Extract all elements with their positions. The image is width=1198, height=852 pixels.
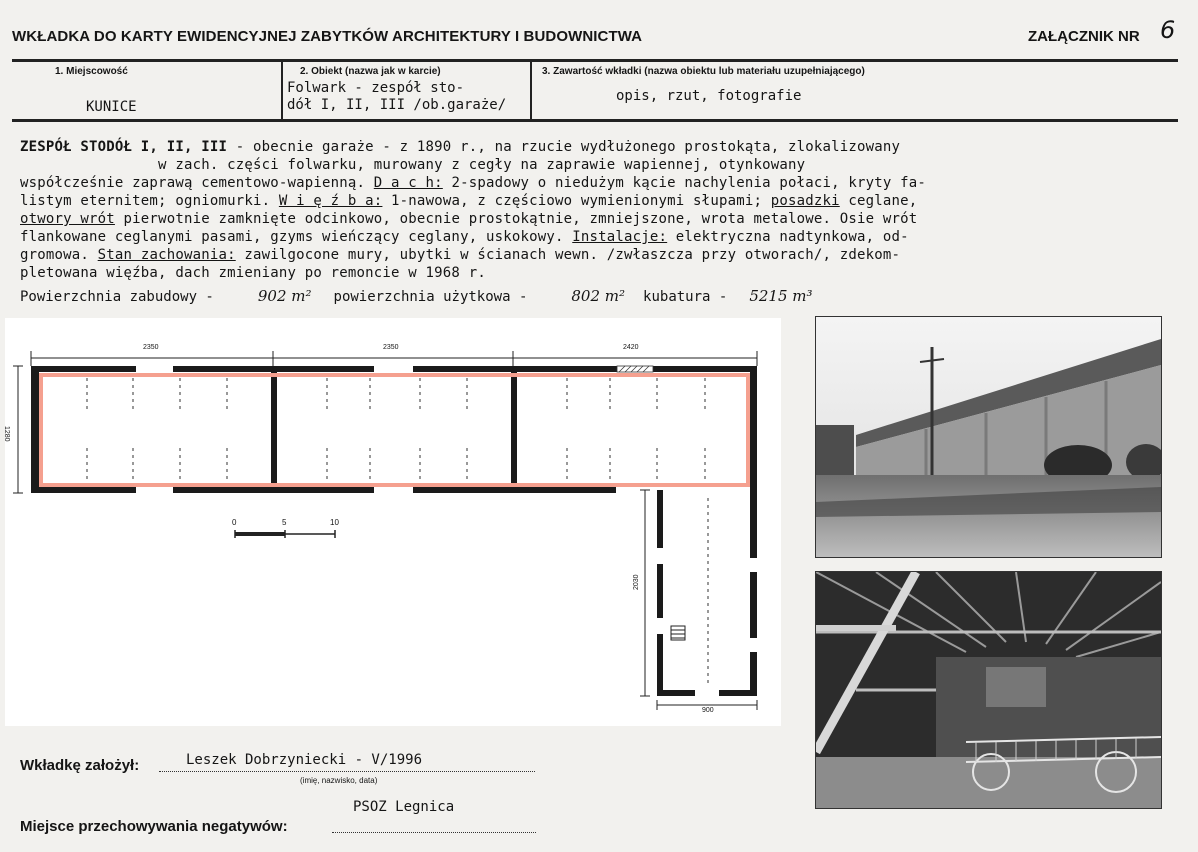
description-heading: ZESPÓŁ STODÓŁ I, II, III <box>20 139 228 155</box>
floor-plan-panel <box>5 318 781 726</box>
description-text-span: listym eternitem; ogniomurki. <box>20 193 279 209</box>
content-label: 3. Zawartość wkładki (nazwa obiektu lub materiału uzupełniającego) <box>542 66 865 77</box>
description-text-span: elektryczna nadtynkowa, od- <box>667 229 909 245</box>
description-text-span: pletowana więźba, dach zmieniany po remoncie w 1968 r. <box>20 265 486 281</box>
founder-label: Wkładkę założył: <box>20 757 140 774</box>
volume-value: 5215 m³ <box>749 287 813 305</box>
appendix-number: 6 <box>1160 16 1176 44</box>
content-value: opis, rzut, fotografie <box>616 88 802 104</box>
locality-label: 1. Miejscowość <box>55 66 128 77</box>
object-value-line2: dół I, II, III /ob.garaże/ <box>287 97 507 113</box>
description-text-span: współcześnie zaprawą cementowo-wapienną. <box>20 175 374 191</box>
built-area-label: Powierzchnia zabudowy - <box>20 289 214 305</box>
description-line-3 <box>20 174 1140 192</box>
dimension-label-wing-width: 900 <box>702 707 714 714</box>
floor-plan-drawing <box>5 318 781 726</box>
usable-area-value: 802 m² <box>571 287 626 305</box>
section-gates: otwory wrót <box>20 211 115 227</box>
object-label: 2. Obiekt (nazwa jak w karcie) <box>300 66 441 77</box>
description-text-span: ceglane, <box>839 193 918 209</box>
description-text <box>20 138 1140 282</box>
description-text-span: gromowa. <box>20 247 98 263</box>
negatives-storage-label: Miejsce przechowywania negatywów: <box>20 818 288 835</box>
negatives-storage-field-line <box>332 818 536 833</box>
dimension-label-wing-length: 2030 <box>633 574 640 590</box>
section-roof: D a c h: <box>373 175 443 191</box>
description-text-span: pierwotnie zamknięte odcinkowo, obecnie prostokątnie, zmniejszone, wrota metalowe. Osie wrót <box>114 211 918 227</box>
dimension-label-depth: 1280 <box>3 426 10 442</box>
description-line-4 <box>20 192 1140 210</box>
section-truss: W i ę ź b a: <box>278 193 383 209</box>
built-area-value: 902 m² <box>257 287 312 305</box>
interior-photo-image <box>816 572 1161 808</box>
locality-value: KUNICE <box>86 99 137 115</box>
description-text-span: 1-nawowa, z częściowo wymienionymi słupami; <box>382 193 771 209</box>
description-line-8 <box>20 264 1140 282</box>
areas-line <box>20 287 813 305</box>
column-divider-1 <box>281 61 283 121</box>
section-condition: Stan zachowania: <box>97 247 236 263</box>
description-line-7 <box>20 246 1140 264</box>
description-text-span: zawilgocone mury, ubytki w ścianach wewn. /zwłaszcza przy otworach/, zdekom- <box>235 247 901 263</box>
header-bottom-rule <box>12 119 1178 122</box>
volume-label: kubatura - <box>643 289 728 305</box>
scale-label-5: 5 <box>282 518 287 527</box>
description-text-span: flankowane ceglanymi pasami, gzyms wieńczący ceglany, uskokowy. <box>20 229 573 245</box>
section-installations: Instalacje: <box>572 229 668 245</box>
institution-value: PSOZ Legnica <box>353 799 455 815</box>
dimension-label-3: 2420 <box>623 344 639 351</box>
column-divider-2 <box>530 61 532 121</box>
description-text-span: - obecnie garaże - z 1890 r., na rzucie wydłużonego prostokąta, zlokalizowany <box>227 139 901 155</box>
header-top-rule <box>12 59 1178 62</box>
appendix-label: ZAŁĄCZNIK NR <box>1028 28 1140 45</box>
exterior-photo-image <box>816 317 1161 557</box>
dimension-label-2: 2350 <box>383 344 399 351</box>
description-line-5 <box>20 210 1140 228</box>
interior-photo <box>815 571 1162 809</box>
founder-value: Leszek Dobrzyniecki - V/1996 <box>186 752 423 768</box>
object-value-line1: Folwark - zespół sto- <box>287 80 465 96</box>
usable-area-label: powierzchnia użytkowa - <box>333 289 528 305</box>
scale-label-0: 0 <box>232 518 237 527</box>
scale-label-10: 10 <box>330 518 339 527</box>
founder-hint: (imię, nazwisko, data) <box>300 776 378 785</box>
description-text-span: 2-spadowy o niedużym kącie nachylenia połaci, kryty fa- <box>442 175 927 191</box>
description-line-2 <box>20 156 1140 174</box>
exterior-photo <box>815 316 1162 558</box>
section-floors: posadzki <box>770 193 840 209</box>
description-line-6 <box>20 228 1140 246</box>
description-line-1 <box>20 138 1140 156</box>
dimension-label-1: 2350 <box>143 344 159 351</box>
document-title: WKŁADKA DO KARTY EWIDENCYJNEJ ZABYTKÓW ARCHITEKTURY I BUDOWNICTWA <box>12 28 643 45</box>
description-text-span: w zach. części folwarku, murowany z cegły na zaprawie wapiennej, otynkowany <box>20 157 806 173</box>
